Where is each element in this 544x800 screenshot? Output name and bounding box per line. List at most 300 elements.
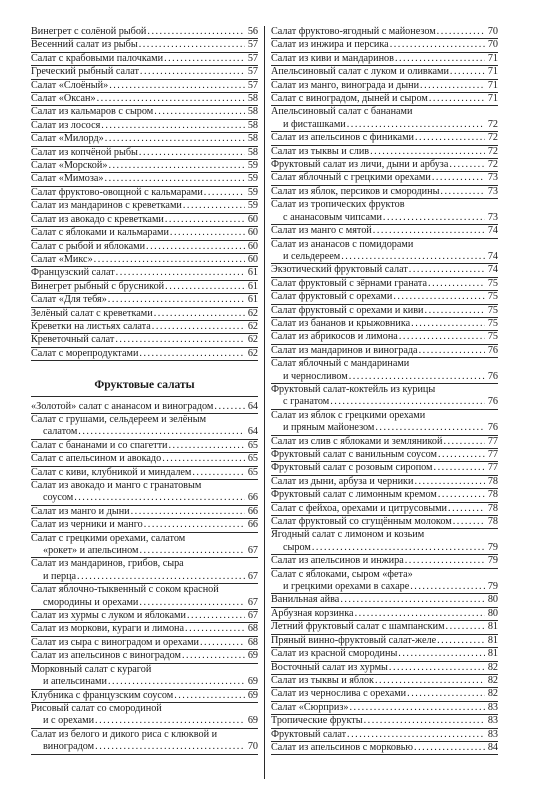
toc-entry (271, 53, 498, 66)
toc-entry (271, 569, 498, 595)
toc-entry-line (31, 281, 258, 293)
toc-entry-line (271, 132, 498, 144)
toc-entry (31, 321, 258, 334)
toc-entry (31, 294, 258, 307)
toc-page-number: 79 (487, 541, 498, 553)
toc-page-number: 76 (487, 344, 498, 356)
dot-leader (415, 132, 485, 144)
toc-page-number: 72 (487, 132, 498, 144)
toc-page-number: 75 (487, 317, 498, 329)
toc-entry-line (271, 635, 498, 647)
toc-page-number: 70 (247, 741, 258, 753)
toc-entry-title: Салат из черники и манго (31, 519, 143, 531)
toc-entry-title: виноградом (43, 741, 95, 753)
dot-leader (131, 506, 245, 518)
dot-leader (341, 251, 485, 263)
toc-entry-title: Креветочный салат (31, 334, 115, 346)
toc-page-number: 74 (487, 264, 498, 276)
toc-entry-line (271, 80, 498, 92)
toc-entry-line (271, 239, 498, 251)
dot-leader (370, 146, 485, 158)
dot-leader (108, 160, 245, 172)
toc-entry (31, 53, 258, 66)
toc-page-number: 81 (487, 621, 498, 633)
toc-entry-line (31, 715, 258, 727)
toc-entry (271, 529, 498, 555)
toc-page-number: 58 (247, 119, 258, 131)
toc-entry-title: Морковный салат с курагой (31, 663, 152, 675)
toc-entry-line (271, 621, 498, 633)
toc-entry (271, 688, 498, 701)
toc-entry-title: Винегрет с солёной рыбой (31, 26, 147, 37)
toc-page-number: 75 (487, 291, 498, 303)
toc-entry-line (271, 358, 498, 370)
toc-entry (271, 199, 498, 225)
toc-entry (31, 414, 258, 440)
dot-leader (438, 449, 485, 461)
toc-entry-title: Салат из хурмы с луком и яблоками (31, 610, 186, 622)
dot-leader (449, 159, 485, 171)
toc-entry-line (271, 555, 498, 567)
toc-entry (271, 318, 498, 331)
toc-entry (31, 147, 258, 160)
toc-page-number: 81 (487, 648, 498, 660)
toc-entry (31, 160, 258, 173)
toc-entry-line (31, 506, 258, 518)
dot-leader (77, 571, 245, 583)
toc-entry (31, 308, 258, 321)
toc-entry-title: Салат яблочно-тыквенный с соком красной (31, 584, 219, 596)
toc-page-number: 73 (487, 185, 498, 197)
toc-entry-line (31, 241, 258, 253)
toc-entry-title: Фруктовый салат-коктейль из курицы (271, 383, 436, 395)
toc-page-number: 62 (247, 320, 258, 332)
toc-entry-line (271, 449, 498, 461)
toc-entry (271, 729, 498, 742)
toc-entry-line (271, 146, 498, 158)
toc-entry-title: Салат из инжира и персика (271, 39, 389, 51)
toc-entry-title: с ананасовым чипсами (283, 211, 382, 223)
toc-entry-title: Салат «Мимоза» (31, 173, 104, 185)
dot-leader (389, 662, 485, 674)
dot-leader (375, 675, 485, 687)
toc-entry-title: Салат из моркови, кураги и лимона (31, 623, 185, 635)
toc-page-number: 73 (487, 172, 498, 184)
dot-leader (108, 676, 245, 688)
toc-page-number: 58 (247, 146, 258, 158)
dot-leader (183, 200, 245, 212)
dot-leader (438, 489, 485, 501)
toc-entry-title: Салат из манго и дыни (31, 505, 130, 517)
toc-entry (31, 533, 258, 559)
toc-page-number: 60 (247, 227, 258, 239)
toc-entry (271, 66, 498, 79)
toc-page-number: 67 (247, 596, 258, 608)
toc-entry-line (271, 93, 498, 105)
toc-page-number: 69 (247, 676, 258, 688)
toc-page-number: 60 (247, 253, 258, 265)
toc-entry (31, 519, 258, 532)
dot-leader (97, 93, 245, 105)
dot-leader (437, 26, 485, 38)
toc-page-number: 71 (487, 66, 498, 78)
dot-leader (395, 53, 485, 65)
toc-entry-title: Салат из апельсинов с финиками (271, 132, 414, 144)
toc-page-number: 79 (487, 581, 498, 593)
dot-leader (78, 426, 245, 438)
dot-leader (330, 396, 485, 408)
toc-entry (271, 106, 498, 132)
dot-leader (373, 225, 485, 237)
toc-page-number: 70 (487, 39, 498, 51)
dot-leader (146, 241, 245, 253)
toc-entry-title: Салат из дыни, арбуза и черники (271, 475, 414, 487)
toc-page-number: 76 (487, 370, 498, 382)
toc-entry (31, 703, 258, 729)
toc-entry-title: Салат фруктовый со сгущённым молоком (271, 516, 452, 528)
toc-entry-line (271, 594, 498, 606)
toc-entry-title: Ягодный салат с лимоном и козьим (271, 529, 425, 541)
dot-leader (187, 610, 245, 622)
dot-leader (154, 106, 245, 118)
toc-entry-line (271, 305, 498, 317)
toc-entry (271, 621, 498, 634)
toc-page-number: 76 (487, 396, 498, 408)
toc-page-number: 80 (487, 594, 498, 606)
dot-leader (105, 133, 245, 145)
toc-entry-title: Апельсиновый салат с бананами (271, 106, 413, 118)
toc-entry (31, 133, 258, 146)
toc-entry-title: Салат с киви, клубникой и миндалем (31, 466, 192, 478)
toc-entry (271, 503, 498, 516)
toc-list-fruit-salads-continued (271, 26, 498, 755)
toc-entry (271, 278, 498, 291)
toc-page-number: 66 (247, 519, 258, 531)
toc-entry-line (31, 426, 258, 438)
toc-page-number: 80 (487, 607, 498, 619)
toc-entry-line (31, 414, 258, 426)
toc-entry-line (271, 529, 498, 541)
toc-entry-title: Фруктовый салат (271, 728, 347, 740)
toc-entry-line (271, 581, 498, 593)
toc-entry-line (271, 39, 498, 51)
toc-entry-title: Весенний салат из рыбы (31, 39, 138, 51)
toc-entry (31, 637, 258, 650)
toc-entry (31, 187, 258, 200)
toc-page-number: 74 (487, 250, 498, 262)
toc-entry (271, 291, 498, 304)
toc-page-number: 64 (247, 400, 258, 412)
toc-entry-title: Салат «Оксан» (31, 93, 96, 105)
dot-leader (440, 186, 485, 198)
toc-page-number: 77 (487, 462, 498, 474)
toc-page-number: 75 (487, 331, 498, 343)
toc-entry-title: Фруктовый салат с лимонным кремом (271, 489, 437, 501)
toc-entry-title: Салат фруктовый с зёрнами граната (271, 277, 428, 289)
toc-page-number: 67 (247, 610, 258, 622)
toc-entry-line (31, 729, 258, 741)
toc-entry-title: Салат с морепродуктами (31, 347, 139, 359)
dot-leader (139, 39, 245, 51)
dot-leader (139, 597, 245, 609)
toc-entry (271, 159, 498, 172)
toc-entry (31, 66, 258, 79)
toc-entry-line (271, 542, 498, 554)
toc-entry-line (31, 690, 258, 702)
toc-page-number: 62 (247, 347, 258, 359)
toc-page-number: 65 (247, 453, 258, 465)
toc-entry-line (271, 702, 498, 714)
toc-page-number: 59 (247, 160, 258, 172)
toc-entry (31, 440, 258, 453)
toc-entry-line (31, 227, 258, 239)
dot-leader (434, 462, 485, 474)
dot-leader (165, 281, 245, 293)
toc-entry-line (31, 440, 258, 452)
toc-page-number: 56 (247, 26, 258, 37)
toc-entry-line (31, 120, 258, 132)
dot-leader (147, 26, 245, 38)
toc-page-number: 82 (487, 661, 498, 673)
toc-entry-title: Салат фруктовый с орехами и киви (271, 304, 424, 316)
toc-entry (31, 173, 258, 186)
toc-entry-title: Салат из кальмаров с сыром (31, 106, 154, 118)
toc-entry (31, 26, 258, 39)
toc-page-number: 57 (247, 52, 258, 64)
toc-entry-line (271, 729, 498, 741)
dot-leader (407, 688, 485, 700)
toc-entry-line (271, 264, 498, 276)
toc-entry-title: Салат с грецкими орехами, салатом (31, 532, 186, 544)
toc-entry-title: Салат фруктовый с орехами (271, 291, 393, 303)
toc-entry (271, 225, 498, 238)
dot-leader (144, 519, 245, 531)
dot-leader (437, 635, 485, 647)
toc-entry (31, 267, 258, 280)
toc-entry (271, 555, 498, 568)
toc-entry-title: Салат из тыквы и яблок (271, 674, 374, 686)
toc-entry-line (31, 584, 258, 596)
toc-page-number: 72 (487, 118, 498, 130)
toc-entry (31, 401, 258, 414)
toc-page-number: 57 (247, 66, 258, 78)
toc-entry (271, 594, 498, 607)
toc-entry-line (271, 251, 498, 263)
toc-entry (271, 39, 498, 52)
toc-entry-line (31, 254, 258, 266)
dot-leader (95, 741, 245, 753)
toc-entry-title: Фруктовый салат с розовым сиропом (271, 462, 433, 474)
toc-entry (31, 690, 258, 703)
toc-entry (271, 635, 498, 648)
toc-entry (31, 348, 258, 361)
dot-leader (101, 120, 245, 132)
toc-entry-title: Салат из мандаринов с креветками (31, 200, 182, 212)
toc-entry (31, 453, 258, 466)
toc-entry-line (271, 106, 498, 118)
dot-leader (174, 690, 245, 702)
toc-page-number: 67 (247, 545, 258, 557)
dot-leader (414, 742, 485, 754)
toc-page-number: 60 (247, 213, 258, 225)
toc-entry-line (31, 597, 258, 609)
toc-entry-title: Салат из чернослива с орехами (271, 688, 407, 700)
toc-entry-title: Салат с апельсином и авокадо (31, 453, 162, 465)
toc-entry-line (271, 331, 498, 343)
toc-entry (271, 489, 498, 502)
toc-page-number: 68 (247, 623, 258, 635)
dot-leader (108, 294, 245, 306)
toc-entry-title: Салат из тыквы и слив (271, 145, 370, 157)
toc-entry-title: Винегрет рыбный с брусникой (31, 280, 165, 292)
toc-page-number: 57 (247, 39, 258, 51)
toc-page-number: 64 (247, 426, 258, 438)
toc-page-number: 66 (247, 505, 258, 517)
toc-entry-line (31, 637, 258, 649)
dot-leader (405, 555, 485, 567)
section-title-fruit-salads: Фруктовые салаты (31, 379, 258, 396)
toc-entry (31, 558, 258, 584)
toc-page-number: 72 (487, 145, 498, 157)
toc-entry-line (271, 715, 498, 727)
toc-entry-line (31, 106, 258, 118)
toc-entry-line (31, 467, 258, 479)
toc-page-number: 75 (487, 277, 498, 289)
toc-entry-title: Салат с бананами и со спагетти (31, 439, 168, 451)
dot-leader (347, 729, 485, 741)
toc-page-number: 71 (487, 52, 498, 64)
toc-entry (31, 200, 258, 213)
toc-entry (31, 80, 258, 93)
toc-entry-title: соусом (43, 492, 74, 504)
toc-entry-title: Салат с фейхоа, орехами и цитрусовыми (271, 502, 448, 514)
dot-leader (410, 581, 485, 593)
toc-entry (271, 648, 498, 661)
toc-entry-line (271, 199, 498, 211)
toc-entry (271, 449, 498, 462)
toc-entry-line (31, 453, 258, 465)
toc-entry-line (31, 160, 258, 172)
toc-entry-line (31, 650, 258, 662)
toc-entry-line (31, 308, 258, 320)
toc-entry-title: Восточный салат из хурмы (271, 661, 388, 673)
toc-entry-title: Салат из киви и мандаринов (271, 52, 394, 64)
toc-entry-line (31, 80, 258, 92)
toc-page-number: 67 (247, 570, 258, 582)
toc-page-number: 65 (247, 439, 258, 451)
dot-leader (364, 715, 485, 727)
dot-leader (162, 453, 245, 465)
toc-entry-title: и сельдереем (283, 250, 341, 262)
toc-entry-line (271, 172, 498, 184)
toc-entry-line (271, 476, 498, 488)
toc-entry-title: и черносливом (283, 370, 348, 382)
toc-page-number: 59 (247, 200, 258, 212)
toc-entry-line (31, 533, 258, 545)
toc-list-fruit-salads (31, 401, 258, 755)
toc-page-number: 66 (247, 492, 258, 504)
toc-entry-line (31, 401, 258, 413)
toc-entry-title: Салат из бананов и крыжовника (271, 317, 411, 329)
toc-entry-title: Салат из ананасов с помидорами (271, 238, 414, 250)
toc-entry-line (271, 396, 498, 408)
toc-page-number: 83 (487, 728, 498, 740)
toc-entry-title: Салат из манго с мятой (271, 225, 372, 237)
dot-leader (347, 119, 485, 131)
toc-entry-line (31, 200, 258, 212)
toc-entry (271, 516, 498, 529)
toc-entry-line (271, 119, 498, 131)
dot-leader (185, 623, 245, 635)
toc-entry-title: Салат «Милорд» (31, 133, 104, 145)
toc-entry-line (271, 371, 498, 383)
toc-entry-line (31, 545, 258, 557)
toc-entry-title: Салат из лосося (31, 119, 101, 131)
toc-entry-line (271, 462, 498, 474)
toc-entry-title: Салат из тропических фруктов (271, 199, 405, 211)
dot-leader (446, 621, 485, 633)
toc-page-number: 82 (487, 688, 498, 700)
toc-page-number: 83 (487, 715, 498, 727)
toc-page-number: 59 (247, 173, 258, 185)
dot-leader (411, 318, 485, 330)
toc-entry (31, 214, 258, 227)
toc-entry-line (31, 93, 258, 105)
dot-leader (340, 594, 485, 606)
toc-entry (31, 120, 258, 133)
dot-leader (139, 348, 245, 360)
toc-entry-line (271, 503, 498, 515)
toc-entry-title: Салат из яблок с грецкими орехами (271, 409, 426, 421)
toc-entry-title: Салат с яблоками, сыром «фета» (271, 568, 413, 580)
toc-entry-title: Салат из сыра с виноградом и орехами (31, 636, 199, 648)
toc-entry-title: Салат фруктово-овощной с кальмарами (31, 186, 203, 198)
toc-entry-line (31, 26, 258, 38)
column-divider (264, 26, 265, 779)
toc-entry-title: Салат «Микс» (31, 253, 93, 265)
dot-leader (170, 227, 245, 239)
toc-page-number: 79 (487, 555, 498, 567)
dot-leader (312, 542, 485, 554)
toc-entry (271, 172, 498, 185)
toc-page-number: 62 (247, 334, 258, 346)
toc-entry (31, 334, 258, 347)
dot-leader (420, 80, 485, 92)
toc-entry-line (271, 278, 498, 290)
toc-entry (31, 506, 258, 519)
toc-page-number: 71 (487, 79, 498, 91)
toc-entry (271, 26, 498, 39)
toc-entry-title: Салат из белого и дикого риса с клюквой и (31, 728, 218, 740)
toc-entry-title: Тропические фрукты (271, 715, 363, 727)
toc-page-number: 58 (247, 133, 258, 145)
toc-entry-title: Креветки на листьях салата (31, 320, 151, 332)
toc-entry-title: сыром (283, 541, 311, 553)
toc-entry (271, 146, 498, 159)
toc-entry-title: и перца (43, 570, 77, 582)
toc-entry-title: Клубника с французским соусом (31, 689, 174, 701)
dot-leader (105, 173, 245, 185)
toc-entry (271, 93, 498, 106)
toc-entry-title: Рисовый салат со смородиной (31, 702, 162, 714)
toc-page-number: 74 (487, 225, 498, 237)
toc-entry-title: Салат «Морской» (31, 160, 108, 172)
dot-leader (349, 371, 485, 383)
dot-leader (192, 467, 245, 479)
toc-entry-line (271, 436, 498, 448)
toc-entry (271, 462, 498, 475)
toc-entry-title: и фисташками (283, 118, 346, 130)
